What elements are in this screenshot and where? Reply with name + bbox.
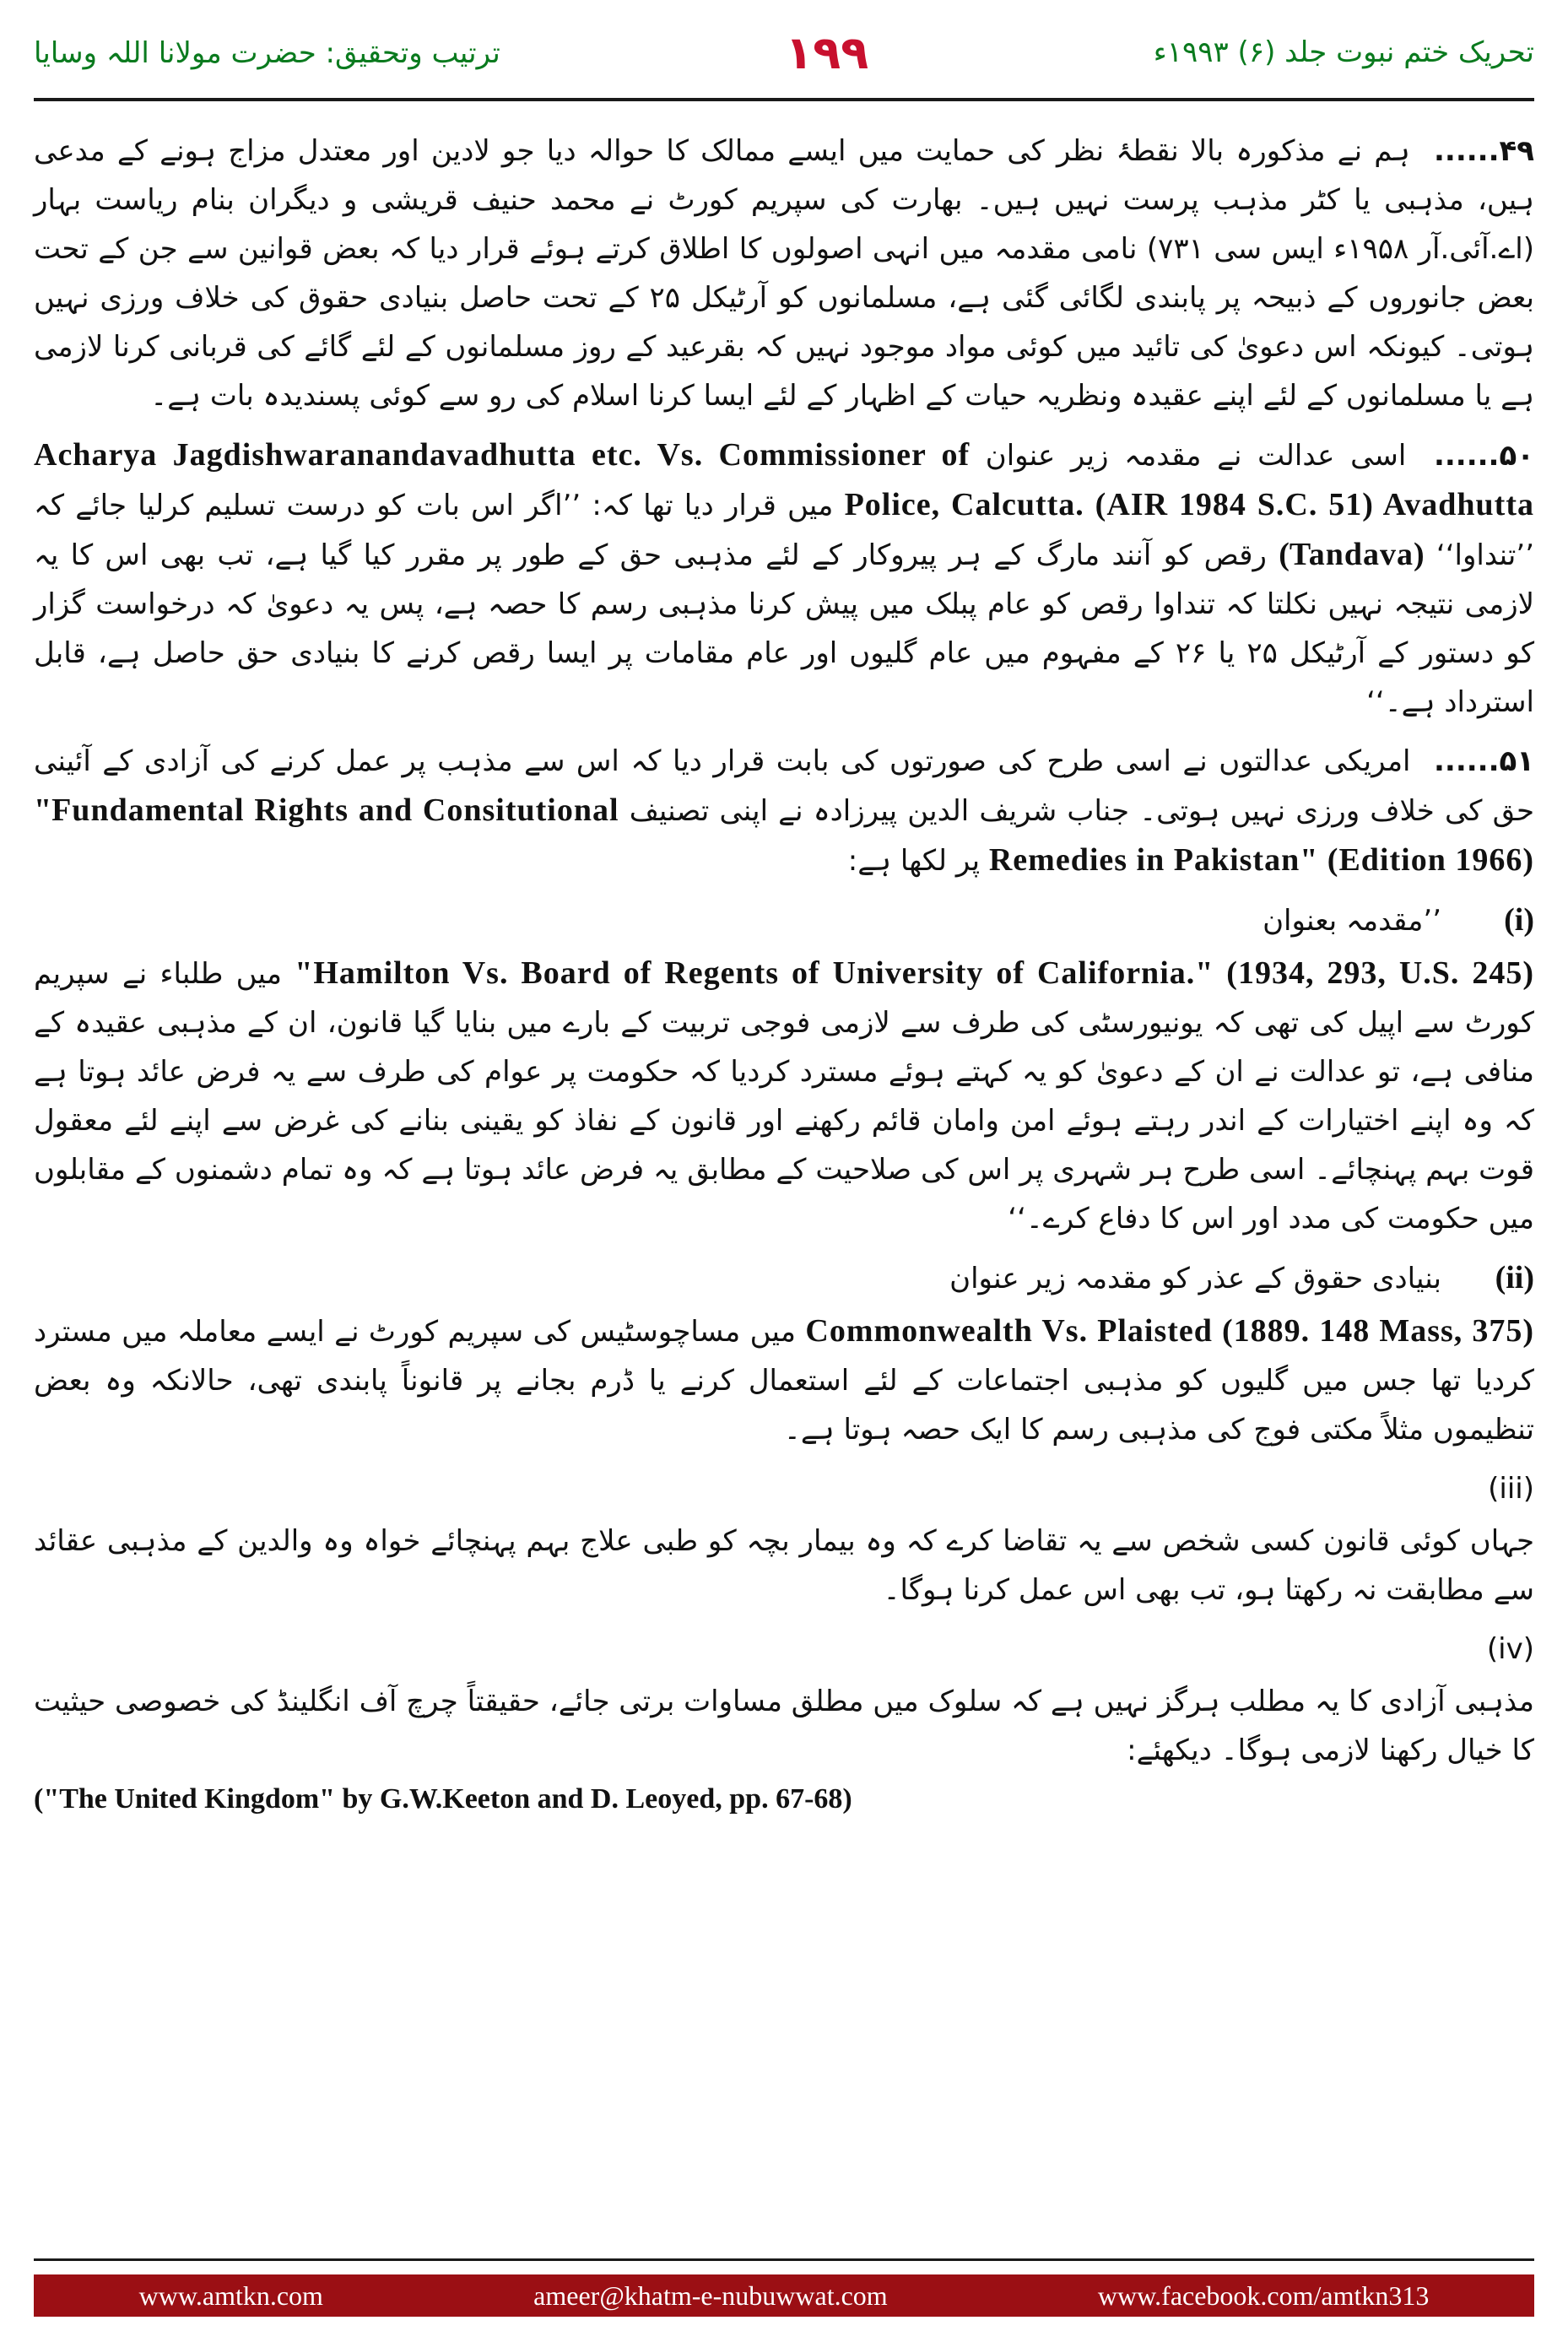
header-book-title: تحریک ختم نبوت جلد (۶) ۱۹۹۳ء (1153, 35, 1534, 69)
page-footer (34, 2274, 1534, 2317)
case-text: میں مساچوسٹیس کی سپریم کورٹ نے ایسے معاملہ میں مسترد کردیا تھا جس میں گلیوں کو مذہبی اجتماعات کے لئے استعمال کرنے یا ڈرم بجانے پر قانوناً پابندی تھی، حالانکہ وہ بعض تنظیموں مثلاً مکتی فوج کی مذہبی رسم کا ایک حصہ ہوتا ہے۔ (34, 1315, 1534, 1447)
case-iv (34, 1625, 1534, 1824)
case-i (34, 895, 1534, 1243)
case-label: (i) (1504, 902, 1534, 938)
paragraph-text: میں قرار دیا تھا کہ: ’’اگر اس بات کو درست تسلیم کرلیا جائے کہ ’’تنداوا‘‘ (34, 489, 1535, 572)
paragraph-intro: اسی عدالت نے مقدمہ زیر عنوان (985, 439, 1407, 473)
case-ii (34, 1253, 1534, 1454)
paragraph-text-continued: رقص کو آنند مارگ کے ہر پیروکار کے لئے مذہبی حق کے طور پر مقرر کیا گیا ہے، تب بھی اس کا یہ لازمی نتیجہ نہیں نکلتا کہ تنداوا رقص کو عام پبلک میں پیش کرنا مذہبی رسم کا حصہ ہے، پس یہ دعویٰ کہ درخواست گزار کو دستور کے آرٹیکل ۲۵ یا ۲۶ کے مفہوم میں عام گلیوں اور عام مقامات پر ایسا رقص کرنے کا بنیادی حق حاصل ہے، قابل استرداد ہے۔‘‘ (34, 538, 1535, 719)
case-title-english: Commonwealth Vs. Plaisted (1889. 148 Mass, 375) (805, 1313, 1535, 1349)
case-label: (iv) (1486, 1632, 1534, 1666)
case-text: مذہبی آزادی کا یہ مطلب ہرگز نہیں ہے کہ سلوک میں مطلق مساوات برتی جائے، حقیقتاً چرچ آف انگلینڈ کی خصوصی حیثیت کا خیال رکھنا لازمی ہوگا۔ دیکھئے: (34, 1685, 1534, 1767)
book-title-english: "Fundamental Rights and Consitutional Remedies in Pakistan" (Edition 1966) (34, 792, 1534, 878)
case-title-english: Acharya Jagdishwaranandavadhutta etc. Vs. Commissioner of Police, Calcutta. (AIR 1984 S.C. 51) Avadhutta (34, 437, 1534, 522)
header-divider (34, 98, 1534, 101)
case-label: (ii) (1495, 1260, 1534, 1295)
case-text: میں طلباء نے سپریم کورٹ سے اپیل کی تھی کہ یونیورسٹی کی طرف سے لازمی فوجی تربیت کے بارے میں بنایا گیا قانون، ان کے مذہبی عقیدہ کے منافی ہے، تو عدالت نے ان کے دعویٰ کو یہ کہتے ہوئے مسترد کردیا کہ حکومت پر عوام کی طرف سے یہ فرض عائد ہوتا ہے کہ وہ اپنے اختیارات کے اندر رہتے ہوئے امن وامان قائم رکھنے اور قانون کے نفاذ کو یقینی بنانے کی غرض سے اپنے لئے معقول قوت بہم پہنچائے۔ اسی طرح ہر شہری پر اس کی صلاحیت کے مطابق یہ فرض عائد ہوتا ہے کہ وہ تمام دشمنوں کے مقابلوں میں حکومت کی مدد اور اس کا دفاع کرے۔‘‘ (34, 957, 1534, 1236)
paragraph-text: امریکی عدالتوں نے اسی طرح کی صورتوں کی بابت قرار دیا کہ اس سے مذہب پر عمل کرنے کی آزادی کے آئینی حق کی خلاف ورزی نہیں ہوتی۔ جناب شریف الدین پیرزادہ نے اپنی تصنیف (34, 744, 1534, 828)
page-content (34, 127, 1534, 2199)
footer-divider (34, 2258, 1534, 2261)
paragraph-number: ۴۹...... (1433, 134, 1534, 168)
footer-email-link[interactable]: ameer@khatm-e-nubuwwat.com (533, 2280, 888, 2311)
paragraph-50 (34, 430, 1534, 727)
tandava-english: (Tandava) (1279, 537, 1425, 572)
case-iii (34, 1464, 1534, 1615)
paragraph-number: ۵۰...... (1433, 439, 1534, 473)
header-editor-credit: ترتیب وتحقیق: حضرت مولانا اللہ وسایا (34, 35, 500, 70)
paragraph-text-continued: پر لکھا ہے: (847, 844, 981, 878)
paragraph-49 (34, 127, 1534, 420)
paragraph-51 (34, 737, 1534, 885)
case-intro: بنیادی حقوق کے عذر کو مقدمہ زیر عنوان (949, 1262, 1441, 1295)
case-title-english: "Hamilton Vs. Board of Regents of University of California." (1934, 293, U.S. 245) (295, 955, 1534, 991)
case-text: جہاں کوئی قانون کسی شخص سے یہ تقاضا کرے کہ وہ بیمار بچہ کو طبی علاج بہم پہنچائے خواہ وہ والدین کے مذہبی عقائد سے مطابقت نہ رکھتا ہو، تب بھی اس عمل کرنا ہوگا۔ (34, 1524, 1534, 1607)
paragraph-number: ۵۱...... (1433, 744, 1534, 778)
footer-facebook-link[interactable]: www.facebook.com/amtkn313 (1097, 2280, 1430, 2311)
paragraph-text: ہم نے مذکورہ بالا نقطۂ نظر کی حمایت میں ایسے ممالک کا حوالہ دیا جو لادین اور معتدل مزاج ہونے کے مدعی ہیں، مذہبی یا کٹر مذہب پرست نہیں ہیں۔ بھارت کی سپریم کورٹ نے محمد حنیف قریشی و دیگران بنام ریاست بہار (اے.آئی.آر ۱۹۵۸ء ایس سی ۷۳۱) نامی مقدمہ میں انہی اصولوں کا اطلاق کرتے ہوئے قرار دیا کہ بعض قوانین سے جن کے تحت بعض جانوروں کے ذبیحہ پر پابندی لگائی گئی ہے، مسلمانوں کو آرٹیکل ۲۵ کے تحت حاصل بنیادی حقوق کی خلاف ورزی نہیں ہوتی۔ کیونکہ اس دعویٰ کی تائید میں کوئی مواد موجود نہیں کہ بقرعید کے روز مسلمانوں کے لئے گائے کی قربانی کرنا لازمی ہے یا مسلمانوں کے لئے اپنے عقیدہ ونظریہ حیات کے اظہار کے لئے ایسا کرنا اسلام کی رو سے کوئی پسندیدہ بات ہے۔ (34, 134, 1535, 413)
page-number: ۱۹۹ (785, 25, 869, 79)
reference-citation: ("The United Kingdom" by G.W.Keeton and D. Leoyed, pp. 67-68) (34, 1783, 852, 1815)
page-header (34, 19, 1534, 86)
case-intro: ’’مقدمہ بعنوان (1263, 904, 1441, 938)
case-label: (iii) (1488, 1472, 1534, 1506)
footer-website-link[interactable]: www.amtkn.com (138, 2280, 323, 2311)
